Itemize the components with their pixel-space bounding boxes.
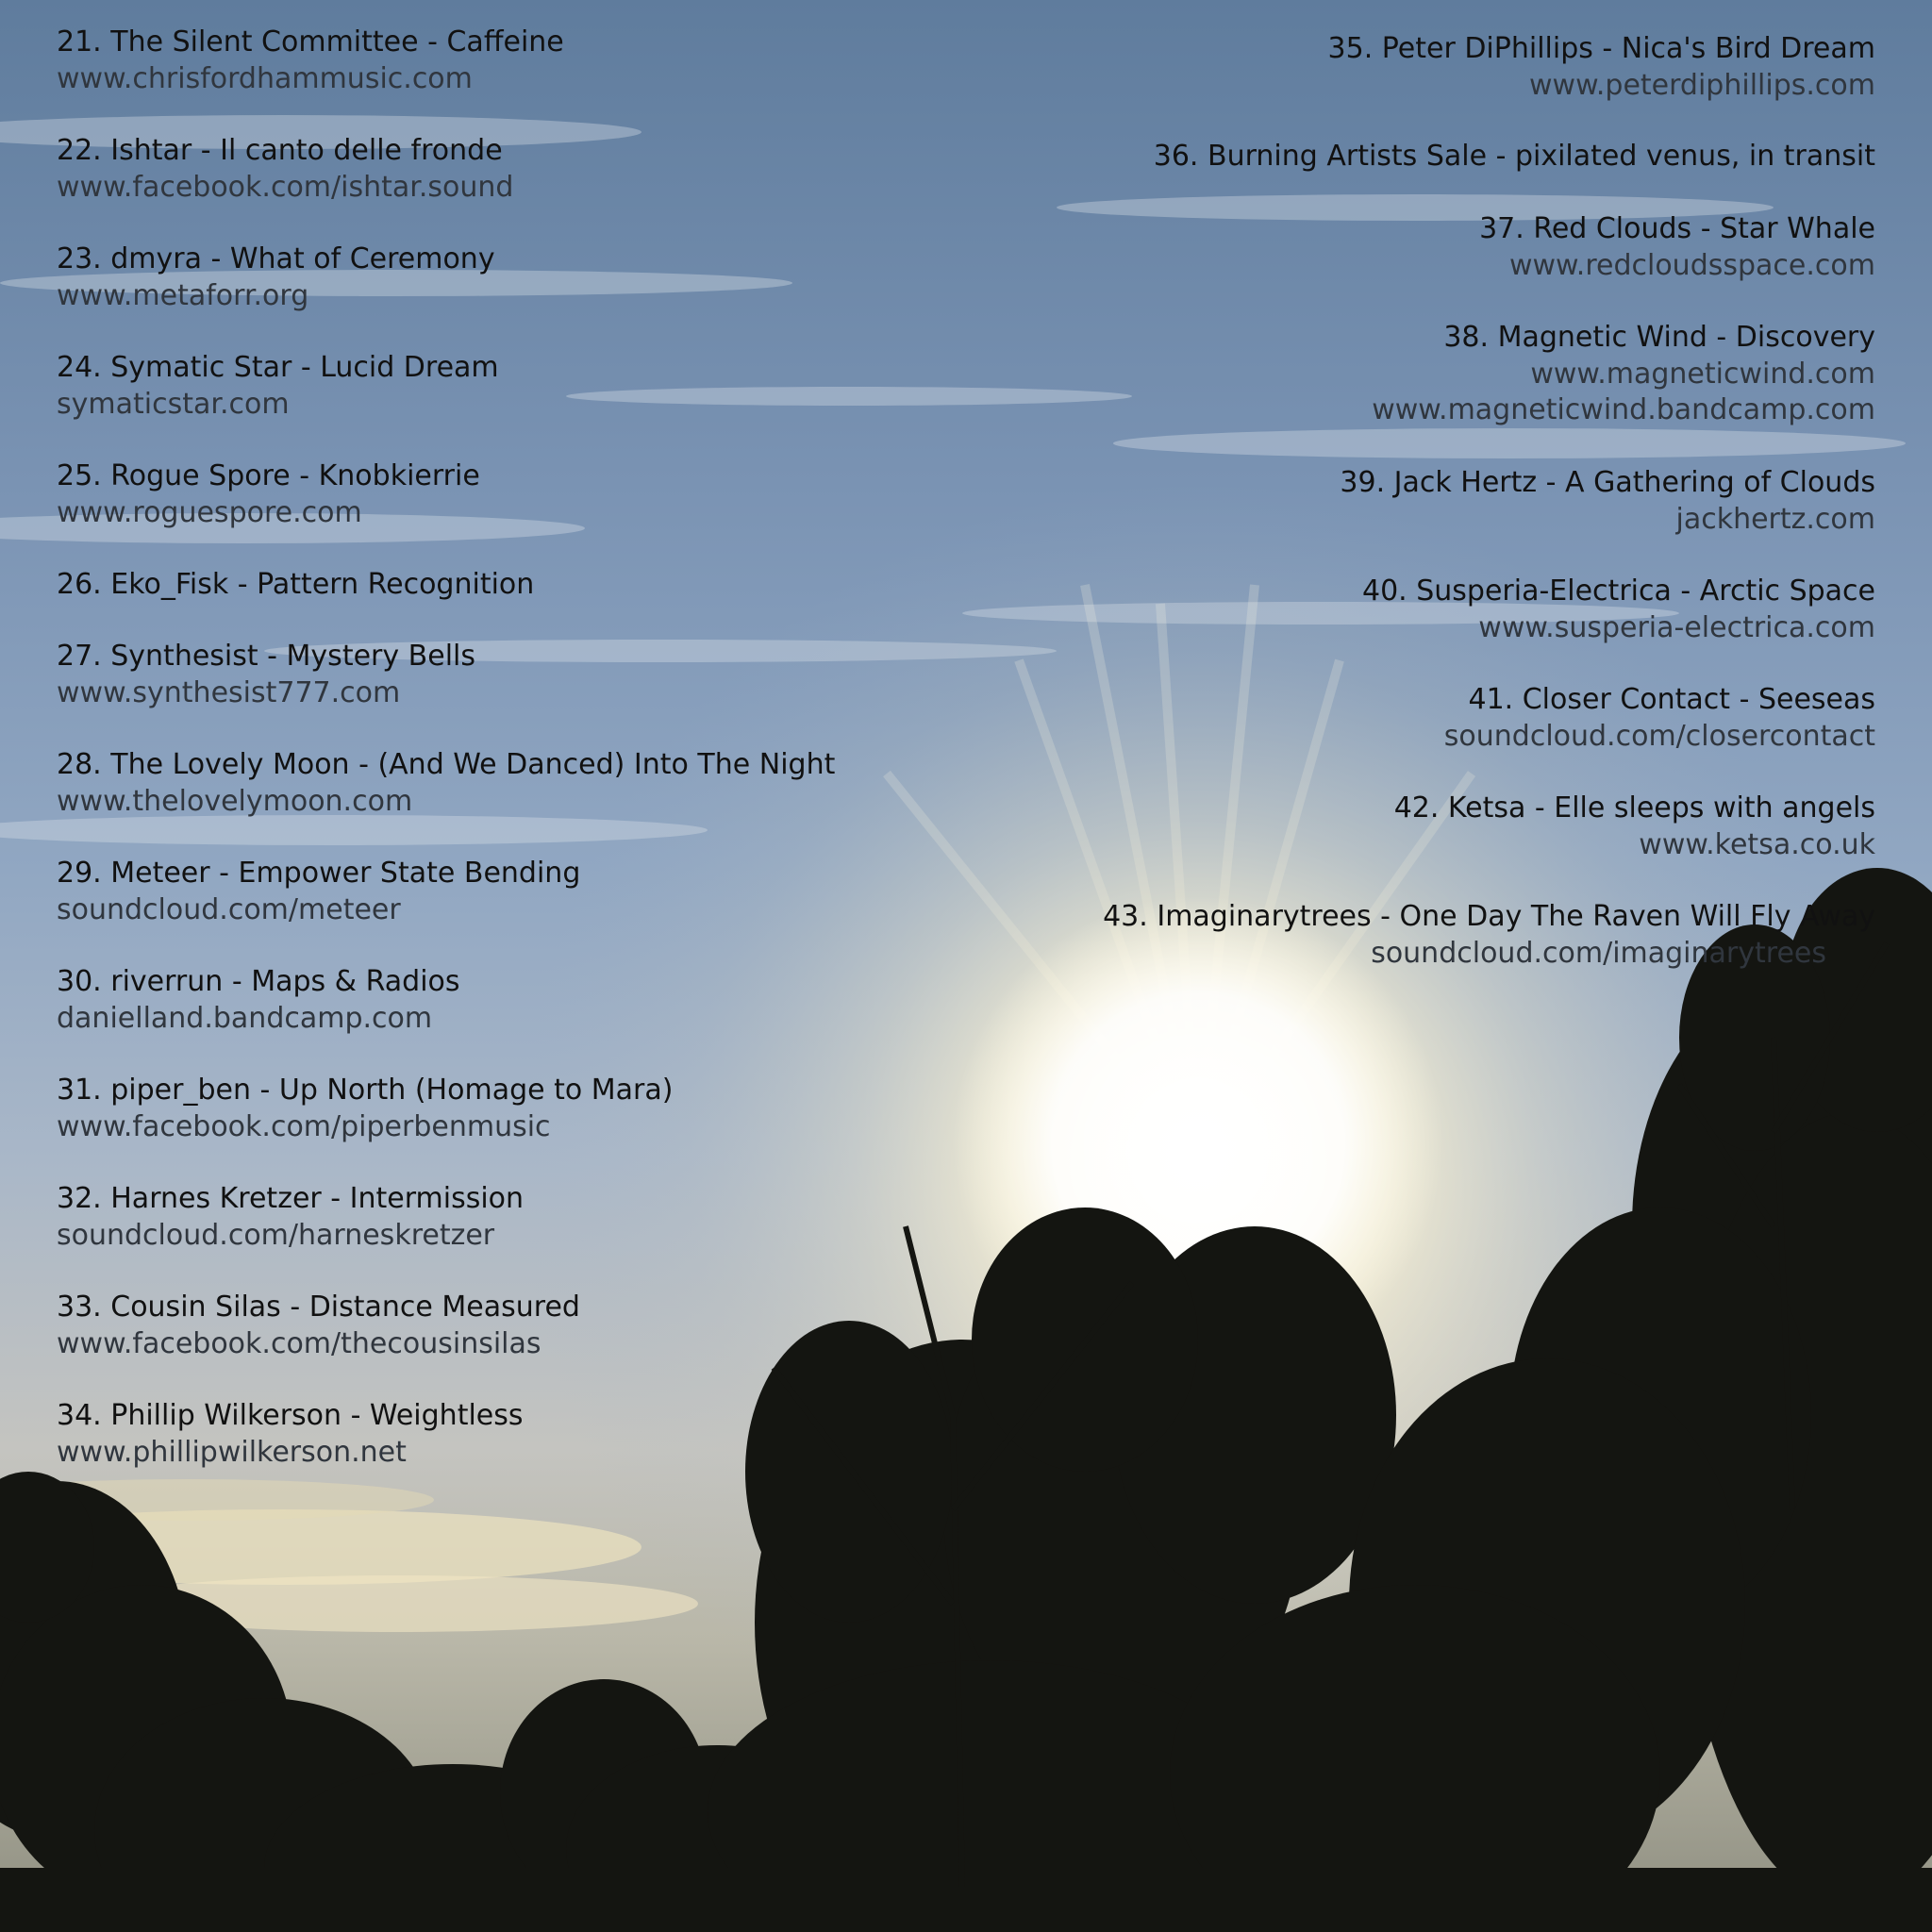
track-url: soundcloud.com/imaginarytrees [1371,937,1826,970]
track-item [57,1289,906,1362]
track-url: www.thelovelymoon.com [57,785,413,818]
track-item [57,241,906,314]
track-url: www.susperia-electrica.com [1478,611,1875,644]
track-title: 41. Closer Contact - Seeseas [1468,683,1875,716]
track-url: www.metaforr.org [57,279,309,312]
track-item [970,30,1875,104]
track-title: 36. Burning Artists Sale - pixilated venus, in transit [1153,140,1875,173]
track-item [57,1180,906,1254]
track-item [57,855,906,928]
track-item [57,1072,906,1145]
track-title: 31. piper_ben - Up North (Homage to Mara) [57,1074,674,1107]
track-url: soundcloud.com/closercontact [1443,720,1875,753]
track-url: www.ketsa.co.uk [1639,828,1875,861]
track-title: 33. Cousin Silas - Distance Measured [57,1291,580,1324]
track-title: 38. Magnetic Wind - Discovery [1443,321,1875,354]
track-url: soundcloud.com/meteer [57,893,401,926]
track-title: 26. Eko_Fisk - Pattern Recognition [57,568,535,601]
track-url: www.facebook.com/piperbenmusic [57,1110,551,1143]
track-title: 39. Jack Hertz - A Gathering of Clouds [1340,466,1875,499]
track-title: 22. Ishtar - Il canto delle fronde [57,134,503,167]
track-url: www.magneticwind.com [1530,358,1875,391]
track-title: 23. dmyra - What of Ceremony [57,242,495,275]
track-item [970,898,1875,972]
track-title: 30. riverrun - Maps & Radios [57,965,460,998]
track-title: 27. Synthesist - Mystery Bells [57,640,475,673]
track-item [57,638,906,711]
track-title: 21. The Silent Committee - Caffeine [57,25,564,58]
track-url: symaticstar.com [57,388,290,421]
track-title: 24. Symatic Star - Lucid Dream [57,351,499,384]
track-url: www.peterdiphillips.com [1529,69,1875,102]
track-item [57,349,906,423]
track-title: 28. The Lovely Moon - (And We Danced) Into The Night [57,748,836,781]
track-item [57,566,906,604]
track-title: 43. Imaginarytrees - One Day The Raven Will Fly Away [1103,900,1875,933]
track-url: www.roguespore.com [57,496,362,529]
track-url: www.chrisfordhammusic.com [57,62,473,95]
track-item [57,1397,906,1471]
track-title: 40. Susperia-Electrica - Arctic Space [1362,575,1875,608]
track-url: www.redcloudsspace.com [1508,249,1875,282]
track-title: 34. Phillip Wilkerson - Weightless [57,1399,524,1432]
track-item [970,138,1875,175]
track-item [57,458,906,531]
track-title: 42. Ketsa - Elle sleeps with angels [1393,791,1875,824]
track-item [970,681,1875,755]
track-item [57,24,906,97]
track-item [970,464,1875,538]
track-url: soundcloud.com/harneskretzer [57,1219,495,1252]
track-url: www.facebook.com/ishtar.sound [57,171,514,204]
track-url: jackhertz.com [1675,503,1875,536]
track-item [970,319,1875,428]
track-item [57,132,906,206]
track-title: 29. Meteer - Empower State Bending [57,857,581,890]
track-url: www.synthesist777.com [57,676,401,709]
track-url: www.facebook.com/thecousinsilas [57,1327,541,1360]
track-title: 25. Rogue Spore - Knobkierrie [57,459,480,492]
track-title: 32. Harnes Kretzer - Intermission [57,1182,525,1215]
track-url: danielland.bandcamp.com [57,1002,433,1035]
track-item [57,963,906,1037]
track-item [57,746,906,820]
track-item [970,573,1875,646]
track-item [970,790,1875,863]
track-title: 37. Red Clouds - Star Whale [1479,212,1875,245]
track-url-secondary: www.magneticwind.bandcamp.com [1372,393,1875,426]
track-url: www.phillipwilkerson.net [57,1436,407,1469]
track-item [970,210,1875,284]
track-title: 35. Peter DiPhillips - Nica's Bird Dream [1327,32,1875,65]
